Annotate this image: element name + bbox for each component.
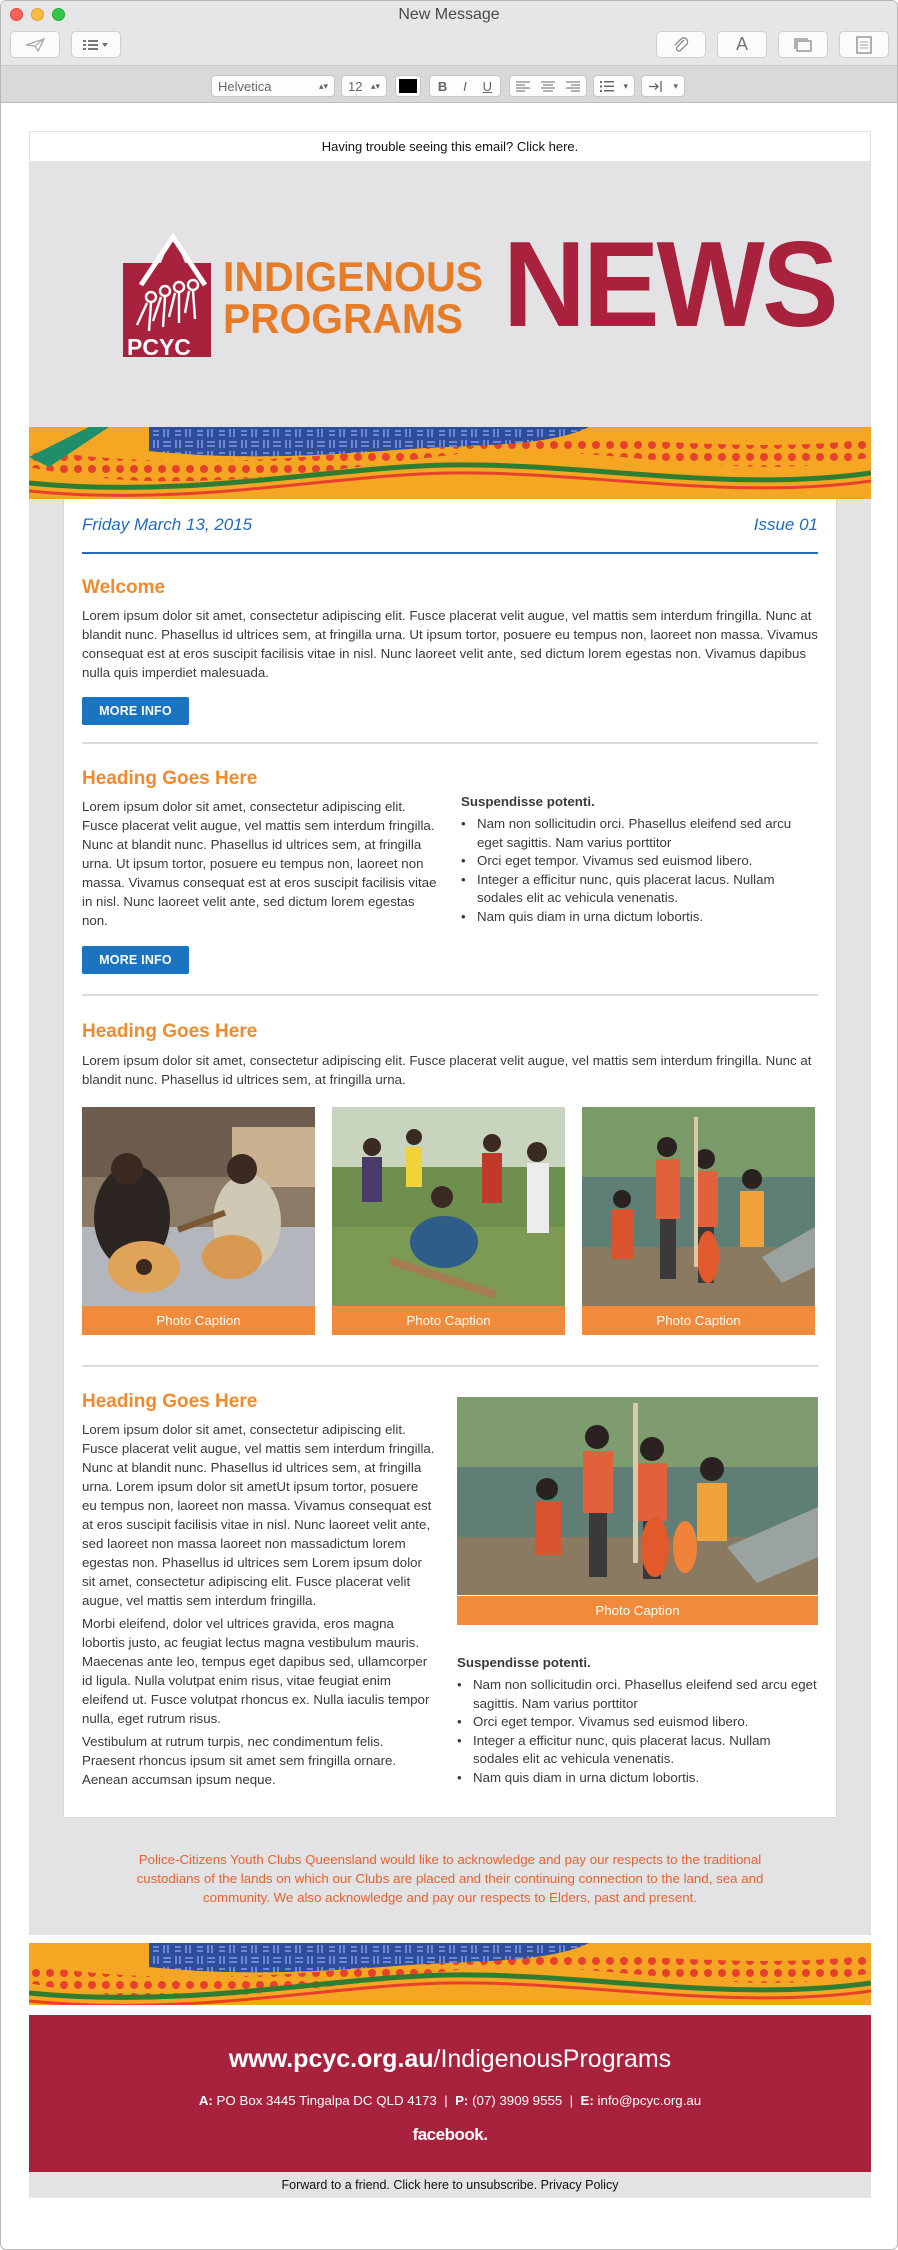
email-label: E: [580, 2093, 594, 2108]
pcyc-emblem-icon [121, 227, 491, 367]
section-three [82, 996, 818, 1365]
window-title: New Message [398, 6, 500, 23]
issue-date: Friday March 13, 2015 [82, 515, 253, 534]
stepper-icon: ▴▾ [370, 80, 380, 91]
email-newsletter [29, 131, 871, 2198]
align-center-icon[interactable] [541, 81, 555, 92]
align-left-icon[interactable] [516, 81, 530, 92]
bullet-list-icon [600, 81, 614, 92]
section-two-heading: Heading Goes Here [82, 768, 258, 789]
list-item: • Integer a efficitur nunc, quis placerat lacus. Nullam sodales elit ac vehicula venenatis. [457, 1732, 818, 1769]
indent-icon [648, 81, 664, 92]
section-four [82, 1367, 818, 1817]
contact-details: A: PO Box 3445 Tingalpa DC QLD 4173 | P: (07) 3909 9555 | E: info@pcyc.org.au [198, 2093, 702, 2108]
photo-browser-button[interactable] [778, 31, 828, 58]
more-info-button[interactable]: MORE INFO [82, 946, 189, 974]
section-two [82, 744, 818, 994]
header-fields-menu[interactable] [71, 31, 121, 58]
forward-unsubscribe-links[interactable]: Forward to a friend. Click here to unsubscribe. Privacy Policy [29, 2172, 871, 2198]
photo-browser-icon [793, 37, 813, 53]
gallery-photo[interactable] [82, 1107, 315, 1335]
photo-gallery [82, 1107, 818, 1335]
phone-label: P: [455, 2093, 469, 2108]
bold-button[interactable]: B [437, 78, 448, 94]
format-button[interactable] [717, 31, 767, 58]
address-label: A: [198, 2093, 213, 2108]
font-size-value: 12 [348, 78, 363, 94]
chevron-down-icon: ▾ [673, 80, 678, 91]
logo-org-text: PCYC [127, 334, 191, 360]
window-controls [10, 8, 65, 21]
list-item: • Nam non sollicitudin orci. Phasellus eleifend sed arcu eget sagittis. Nam varius porttitor [461, 815, 818, 852]
newsletter-footer [29, 2015, 871, 2172]
chevron-down-icon: ▾ [623, 80, 628, 91]
photo-caption: Photo Caption [582, 1306, 815, 1335]
color-swatch [399, 79, 417, 93]
facebook-link[interactable]: facebook. [412, 2125, 488, 2144]
website-link[interactable] [29, 2045, 871, 2074]
logo-line-1: INDIGENOUS [223, 253, 483, 300]
section-four-heading: Heading Goes Here [82, 1391, 258, 1412]
section-four-paragraph: Lorem ipsum dolor sit amet, consectetur adipiscing elit. Fusce placerat velit augue, vel mattis sem interdum fringilla. Nunc at blandit nunc. Phasellus id ultrices sem, at fringilla urna. Lorem ipsum dolor sit ametUt ipsum tortor, posuere eu tempus non, laoreet non massa. Vivamus consequat est at eros suscipit facilisis vitae in nisl. Nunc laoreet velit ante, sed laoreet non massa laoreet non massadictum lorem egestas non. Phasellus id ultrices sem Lorem ipsum dolor sit amet, consectetur adipiscing elit. Fusce placerat velit augue, vel mattis sem interdum fringilla. [82, 1422, 435, 1608]
issue-number: Issue 01 [753, 515, 818, 534]
list-item: • Orci eget tempor. Vivamus sed euismod libero. [457, 1713, 818, 1732]
align-right-icon[interactable] [566, 81, 580, 92]
format-bar [1, 65, 897, 103]
photo-caption: Photo Caption [82, 1306, 315, 1335]
welcome-body: Lorem ipsum dolor sit amet, consectetur adipiscing elit. Fusce placerat velit augue, vel mattis sem interdum fringilla. Nunc at blandit nunc. Phasellus id ultrices sem, at fringilla urna. Ut ipsum tortor, posuere eu tempus non, laoreet non massa. Vivamus consequat est at eros suscipit facilisis vitae in nisl. Nunc laoreet velit ante, sed dictum lorem egestas non. Vivamus dapibus nulla quis imperdiet malesuada. [82, 608, 818, 680]
photo-caption: Photo Caption [332, 1306, 565, 1335]
content-area [29, 499, 871, 1935]
photo-caption: Photo Caption [457, 1596, 818, 1625]
list-style-menu[interactable] [593, 75, 635, 97]
section-three-heading: Heading Goes Here [82, 1021, 258, 1042]
gallery-photo[interactable] [332, 1107, 565, 1335]
send-button[interactable] [10, 31, 60, 58]
section-three-body: Lorem ipsum dolor sit amet, consectetur adipiscing elit. Fusce placerat velit augue, vel mattis sem interdum fringilla. Nunc at blandit nunc. Phasellus id ultrices sem, at fringilla urna. [82, 1053, 812, 1087]
logo-line-2: PROGRAMS [223, 295, 463, 342]
indigenous-art-banner [29, 427, 871, 499]
paperclip-icon [672, 36, 690, 54]
canoeing-feature-photo [457, 1397, 818, 1595]
text-style-buttons [429, 75, 501, 97]
indent-menu[interactable] [641, 75, 685, 97]
list-item: • Nam non sollicitudin orci. Phasellus eleifend sed arcu eget sagittis. Nam varius porttitor [457, 1676, 818, 1713]
italic-button[interactable]: I [463, 78, 467, 94]
welcome-section [82, 554, 818, 742]
phone-number: (07) 3909 9555 [472, 2093, 563, 2108]
section-two-subheading: Suspendisse potenti. [461, 794, 595, 809]
list-icon [83, 39, 109, 51]
font-family-select[interactable] [211, 75, 335, 97]
website-domain: www.pcyc.org.au [228, 2045, 434, 2073]
send-icon [25, 38, 45, 52]
list-item: • Nam quis diam in urna dictum lobortis. [457, 1769, 818, 1788]
section-four-list [457, 1676, 818, 1787]
indigenous-art-banner-bottom [29, 1943, 871, 2005]
list-item: • Nam quis diam in urna dictum lobortis. [461, 908, 818, 927]
minimize-window-button[interactable] [31, 8, 44, 21]
outdoor-activity-photo [332, 1107, 565, 1306]
list-item: • Orci eget tempor. Vivamus sed euismod libero. [461, 852, 818, 871]
content-card [63, 499, 837, 1818]
feature-photo[interactable] [457, 1397, 818, 1625]
zoom-window-button[interactable] [52, 8, 65, 21]
section-four-paragraph: Vestibulum at rutrum turpis, nec condimentum felis. Praesent rhoncus ipsum sit amet sem fringilla ornare. Aenean accumsan ipsum neque. [82, 1734, 397, 1787]
stationery-button[interactable] [839, 31, 889, 58]
section-two-body: Lorem ipsum dolor sit amet, consectetur adipiscing elit. Fusce placerat velit augue, vel mattis sem interdum fringilla. Nunc at blandit nunc. Phasellus id ultrices sem, at fringilla urna. Ut ipsum tortor, posuere eu tempus non, laoreet non massa. Vivamus consequat est at eros suscipit facilisis vitae in nisl. Nunc laoreet velit ante, sed dictum lorem egestas non. [82, 799, 437, 928]
attach-button[interactable] [656, 31, 706, 58]
view-in-browser-link[interactable]: Having trouble seeing this email? Click here. [29, 131, 871, 161]
issue-dateline [82, 499, 818, 554]
pcyc-logo [121, 227, 491, 372]
title-bar [1, 1, 897, 29]
news-wordmark: NEWS [503, 216, 836, 352]
alignment-buttons [509, 75, 587, 97]
section-four-subheading: Suspendisse potenti. [457, 1655, 591, 1670]
postal-address: PO Box 3445 Tingalpa DC QLD 4173 [216, 2093, 437, 2108]
stepper-icon: ▴▾ [318, 80, 328, 91]
guitar-lesson-photo [82, 1107, 315, 1306]
website-path: /IndigenousPrograms [433, 2045, 672, 2073]
list-item: • Integer a efficitur nunc, quis placerat lacus. Nullam sodales elit ac vehicula venenatis. [461, 871, 818, 908]
canoeing-group-photo [582, 1107, 815, 1306]
welcome-heading: Welcome [82, 577, 166, 598]
close-window-button[interactable] [10, 8, 23, 21]
email-link[interactable]: info@pcyc.org.au [597, 2093, 702, 2108]
section-two-list [461, 815, 818, 926]
acknowledgement-text: Police-Citizens Youth Clubs Queensland would like to acknowledge and pay our respects to the traditional custodians of the lands on which our Clubs are placed and their continuing connection to the land, sea and community. We also acknowledge and pay our respects to Elders, past and present. [136, 1852, 764, 1905]
section-four-paragraph: Morbi eleifend, dolor vel ultrices gravida, eros magna lobortis justo, ac feugiat lectus magna vestibulum mauris. Maecenas ante leo, tempus eget dapibus sed, ullamcorper id ligula. Nulla volutpat enim risus, vitae feugiat enim eleifend ut. Fusce volutpat rhoncus ex. Nulla iaculis tempor nulla, eget rutrum risus. [82, 1616, 430, 1726]
font-a-icon: A [735, 34, 748, 54]
stationery-icon [856, 36, 872, 54]
underline-button[interactable]: U [482, 78, 493, 94]
font-family-value: Helvetica [218, 78, 272, 94]
compose-toolbar [1, 29, 897, 65]
gallery-photo[interactable] [582, 1107, 815, 1335]
text-color-well[interactable] [395, 75, 421, 97]
more-info-button[interactable]: MORE INFO [82, 697, 189, 725]
font-size-select[interactable] [341, 75, 387, 97]
newsletter-header [29, 161, 871, 427]
